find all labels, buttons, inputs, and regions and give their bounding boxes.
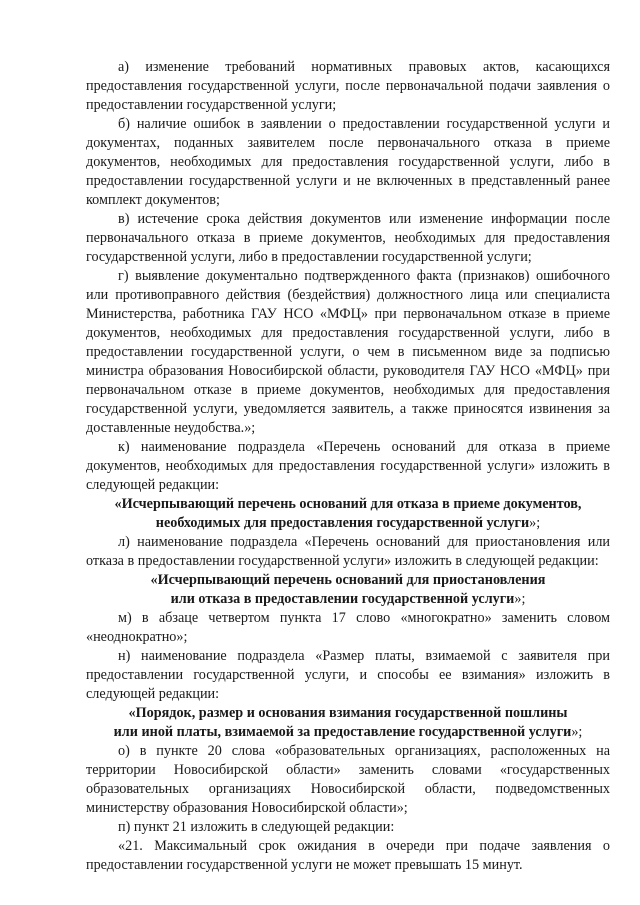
paragraph-p: п) пункт 21 изложить в следующей редакции: (118, 819, 395, 835)
heading-tail: »; (529, 515, 541, 531)
heading-suspension-line-1 (86, 571, 610, 590)
heading-refusal-reasons (86, 495, 610, 533)
paragraph-l: л) наименование подраздела «Перечень оснований для приостановления или отказа в предоставлении государственной услуги» изложить в следующей редакции: (86, 534, 610, 569)
heading-text: «Порядок, размер и основания взимания государственной пошлины (128, 705, 568, 721)
heading-fee-line-1 (86, 704, 610, 723)
heading-suspension-line-2 (86, 590, 610, 609)
paragraph-g: г) выявление документально подтвержденного факта (признаков) ошибочного или противоправного действия (бездействия) должностного лица или специалиста Министерства, работника ГАУ НСО «МФЦ» при первоначальном отказе в приеме документов, необходимых для предоставления государственной услуги, либо в предоставлении государственной услуги, о чем в письменном виде за подписью министра образования Новосибирской области, руководителя ГАУ НСО «МФЦ» при первоначальном отказе в приеме документов, необходимых для предоставления государственной услуги, уведомляется заявитель, а также приносятся извинения за доставленные неудобства.»; (86, 268, 610, 436)
paragraph-v: в) истечение срока действия документов или изменение информации после первоначального отказа в приеме документов, необходимых для предоставления государственной услуги, либо в предоставлении государственной услуги; (86, 211, 610, 265)
paragraph-n: н) наименование подраздела «Размер платы, взимаемой с заявителя при предоставлении государственной услуги, и способы ее взимания» изложить в следующей редакции: (86, 648, 610, 702)
paragraph-b: б) наличие ошибок в заявлении о предоставлении государственной услуги и документах, поданных заявителем после первоначального отказа в приеме документов, необходимых для предоставления государственной услуги, либо в предоставлении государственной услуги и не включенных в представленный ранее комплект документов; (86, 116, 610, 208)
heading-text: «Исчерпывающий перечень оснований для приостановления (150, 572, 546, 588)
heading-fee-line-2 (86, 723, 610, 742)
paragraph-k: к) наименование подраздела «Перечень оснований для отказа в приеме документов, необходимых для предоставления государственной услуги» изложить в следующей редакции: (86, 439, 610, 493)
paragraph-m: м) в абзаце четвертом пункта 17 слово «многократно» заменить словом «неоднократно»; (86, 610, 610, 645)
heading-text: или отказа в предоставлении государственной услуги (170, 591, 515, 607)
heading-text: или иной платы, взимаемой за предоставление государственной услуги (113, 724, 572, 740)
paragraph-a: а) изменение требований нормативных правовых актов, касающихся предоставления государственной услуги, после первоначальной подачи заявления о предоставлении государственной услуги; (86, 59, 610, 113)
paragraph-o: о) в пункте 20 слова «образовательных организациях, расположенных на территории Новосибирской области» заменить словами «государственных образовательных организациях Новосибирской области, подведомственных министерству образования Новосибирской области»; (86, 743, 610, 816)
paragraph-21: «21. Максимальный срок ожидания в очереди при подаче заявления о предоставлении государственной услуги не может превышать 15 минут. (86, 838, 610, 873)
heading-tail: »; (514, 591, 526, 607)
heading-tail: »; (571, 724, 583, 740)
heading-text: «Исчерпывающий перечень оснований для отказа в приеме документов, необходимых для предоставления государственной услуги (114, 496, 582, 531)
